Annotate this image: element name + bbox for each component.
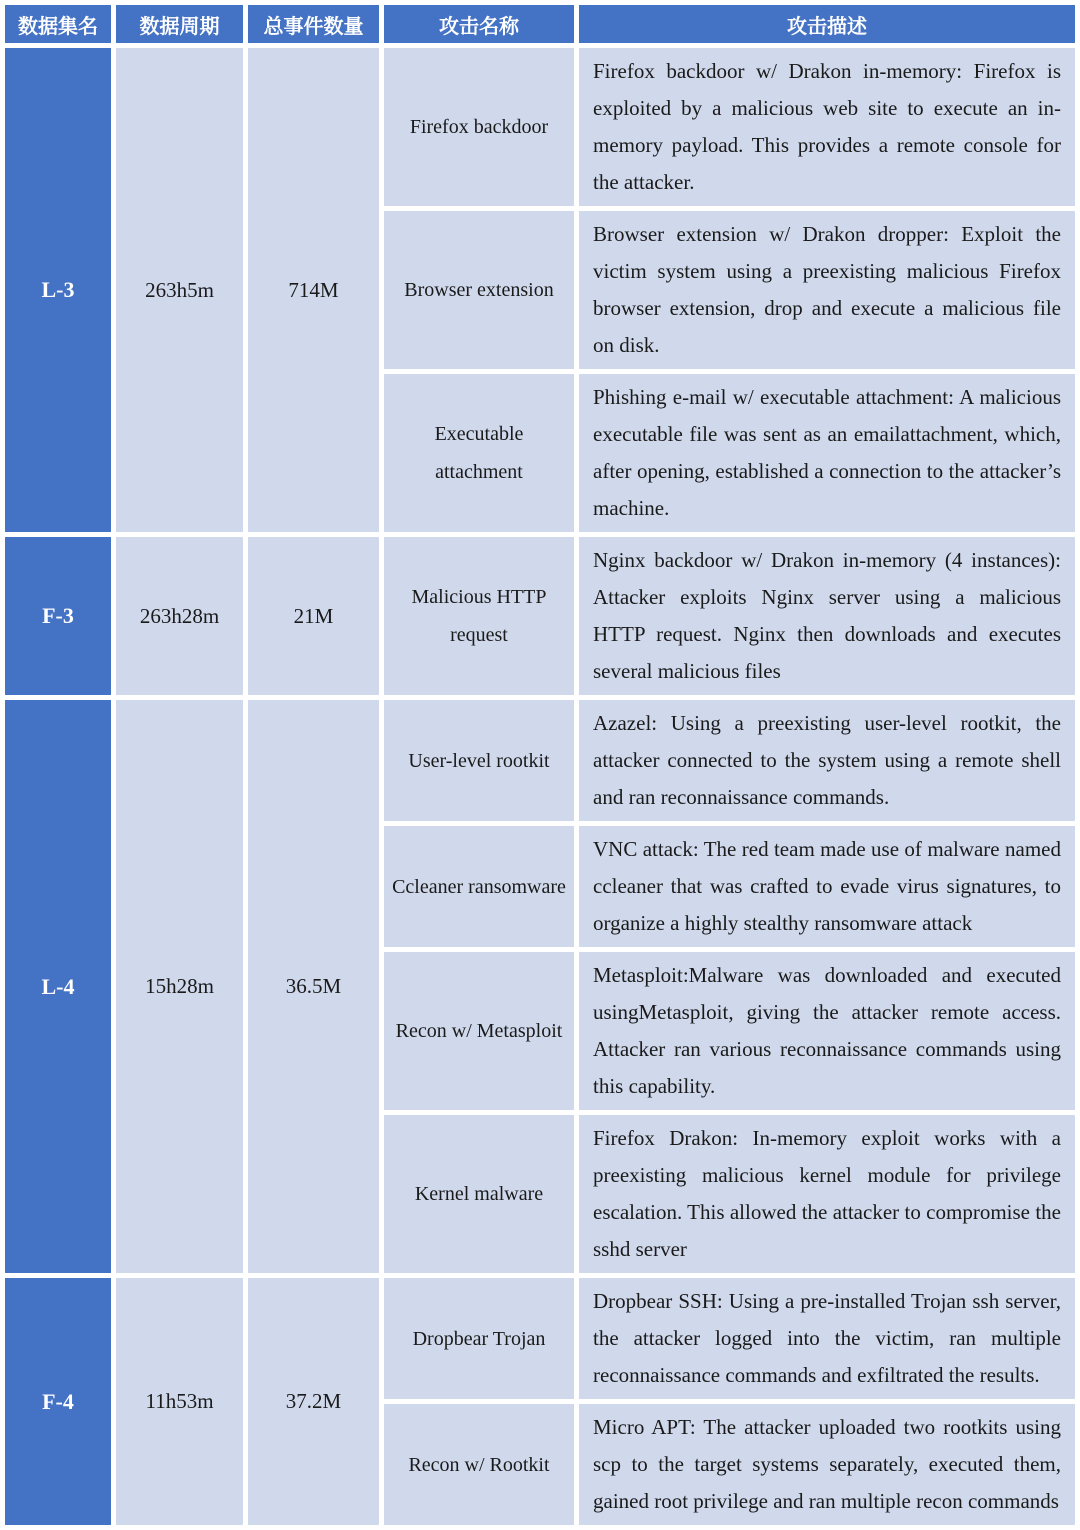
header-attack-description: 攻击描述	[579, 5, 1075, 43]
attack-name-cell: Dropbear Trojan	[384, 1278, 574, 1399]
header-data-period: 数据周期	[116, 5, 243, 43]
table-row	[5, 48, 1075, 206]
total-events-cell: 37.2M	[248, 1278, 379, 1525]
attack-description-cell: Dropbear SSH: Using a pre-installed Trojan ssh server, the attacker logged into the victim, ran multiple reconnaissance commands and exfiltrated the results.	[579, 1278, 1075, 1399]
attack-name-cell: Recon w/ Metasploit	[384, 952, 574, 1110]
header-attack-name: 攻击名称	[384, 5, 574, 43]
attack-name-cell: Ccleaner ransomware	[384, 826, 574, 947]
period-cell: 263h5m	[116, 48, 243, 532]
dataset-cell: L-3	[5, 48, 111, 532]
header-dataset-name: 数据集名	[5, 5, 111, 43]
total-events-cell: 714M	[248, 48, 379, 532]
attack-description-cell: Firefox backdoor w/ Drakon in-memory: Firefox is exploited by a malicious web site to execute an in-memory payload. This provides a remote console for the attacker.	[579, 48, 1075, 206]
header-row	[5, 5, 1075, 43]
dataset-cell: F-4	[5, 1278, 111, 1525]
table-row	[5, 1278, 1075, 1399]
attack-description-cell: Phishing e-mail w/ executable attachment: A malicious executable file was sent as an emailattachment, which, after opening, established a connection to the attacker’s machine.	[579, 374, 1075, 532]
attack-description-cell: VNC attack: The red team made use of malware named ccleaner that was crafted to evade virus signatures, to organize a highly stealthy ransomware attack	[579, 826, 1075, 947]
table-row	[5, 700, 1075, 821]
table-row	[5, 537, 1075, 695]
period-cell: 263h28m	[116, 537, 243, 695]
dataset-cell: F-3	[5, 537, 111, 695]
attack-name-cell: Malicious HTTP request	[384, 537, 574, 695]
attack-name-cell: Firefox backdoor	[384, 48, 574, 206]
attack-name-cell: Recon w/ Rootkit	[384, 1404, 574, 1525]
period-cell: 11h53m	[116, 1278, 243, 1525]
attack-description-cell: Browser extension w/ Drakon dropper: Exploit the victim system using a preexisting malicious Firefox browser extension, drop and execute a malicious file on disk.	[579, 211, 1075, 369]
attack-name-cell: Executable attachment	[384, 374, 574, 532]
attack-name-cell: User-level rootkit	[384, 700, 574, 821]
attack-description-cell: Firefox Drakon: In-memory exploit works with a preexisting malicious kernel module for privilege escalation. This allowed the attacker to compromise the sshd server	[579, 1115, 1075, 1273]
total-events-cell: 21M	[248, 537, 379, 695]
dataset-cell: L-4	[5, 700, 111, 1273]
attack-description-cell: Micro APT: The attacker uploaded two rootkits using scp to the target systems separately, executed them, gained root privilege and ran multiple recon commands	[579, 1404, 1075, 1525]
attack-name-cell: Kernel malware	[384, 1115, 574, 1273]
period-cell: 15h28m	[116, 700, 243, 1273]
header-total-events: 总事件数量	[248, 5, 379, 43]
attack-description-cell: Metasploit:Malware was downloaded and executed usingMetasploit, giving the attacker remote access. Attacker ran various reconnaissance commands using this capability.	[579, 952, 1075, 1110]
attack-description-cell: Nginx backdoor w/ Drakon in-memory (4 instances): Attacker exploits Nginx server using a malicious HTTP request. Nginx then downloads and executes several malicious files	[579, 537, 1075, 695]
total-events-cell: 36.5M	[248, 700, 379, 1273]
attack-name-cell: Browser extension	[384, 211, 574, 369]
attack-description-cell: Azazel: Using a preexisting user-level rootkit, the attacker connected to the system using a remote shell and ran reconnaissance commands.	[579, 700, 1075, 821]
